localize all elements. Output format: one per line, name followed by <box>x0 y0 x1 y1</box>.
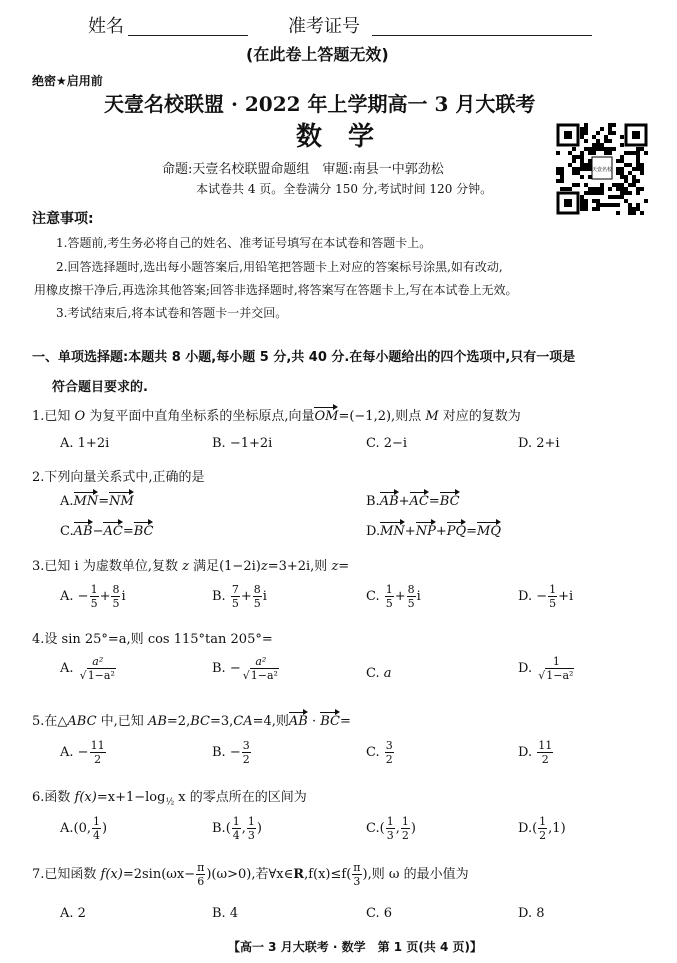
qr-module <box>616 171 620 175</box>
question-3-stem: 3.已知 i 为虚数单位,复数 z 满足(1−2i)z=3+2i,则 z= <box>32 559 350 574</box>
q4-option-d[interactable]: D. $\frac{1}{\text{√1−a²}}$ <box>518 655 574 682</box>
qr-module <box>608 187 612 191</box>
qr-module <box>620 159 624 163</box>
qr-module <box>596 139 600 143</box>
qr-module <box>616 211 620 215</box>
qr-module <box>592 199 596 203</box>
q5-option-b[interactable]: B. − $\frac{3}{2}$ <box>212 739 250 766</box>
q3-option-a[interactable]: A. − $\frac{1}{5}$ + $\frac{8}{5}$ i <box>60 583 126 610</box>
qr-module <box>640 211 644 215</box>
qr-module <box>596 191 600 195</box>
qr-badge: 天壹名校 <box>591 167 613 173</box>
qr-module <box>624 187 628 191</box>
qr-module <box>576 155 580 159</box>
question-4-stem: 4.设 sin 25°=a,则 cos 115°tan 205°= <box>32 632 273 647</box>
q3-option-d[interactable]: D. − $\frac{1}{5}$ +i <box>518 583 574 610</box>
q7-option-d[interactable]: D. 8 <box>518 906 545 921</box>
qr-module <box>580 127 584 131</box>
qr-module <box>628 183 632 187</box>
qr-module <box>628 171 632 175</box>
qr-module <box>620 195 624 199</box>
qr-module <box>620 183 624 187</box>
question-1-stem: 1.已知 O 为复平面中直角坐标系的坐标原点,向量OM=(−1,2),则点 M 对应的复数为 <box>32 405 521 424</box>
q6-option-c[interactable]: C.( $\frac{1}{3}$ , $\frac{1}{2}$ ) <box>366 815 416 842</box>
qr-module <box>596 187 600 191</box>
qr-module <box>584 139 588 143</box>
qr-module <box>588 175 592 179</box>
qr-module <box>596 147 600 151</box>
qr-module <box>572 183 576 187</box>
qr-module <box>636 207 640 211</box>
qr-module <box>640 163 644 167</box>
qr-module <box>600 127 604 131</box>
qr-module <box>600 187 604 191</box>
invalid-notice: (在此卷上答题无效) <box>246 45 389 64</box>
qr-module <box>580 203 584 207</box>
qr-module <box>596 203 600 207</box>
q5-option-a[interactable]: A. − $\frac{11}{2}$ <box>60 739 105 766</box>
q6-option-b[interactable]: B.( $\frac{1}{4}$ , $\frac{1}{3}$ ) <box>212 815 262 842</box>
qr-module <box>568 151 572 155</box>
q7-option-a[interactable]: A. 2 <box>60 906 86 921</box>
qr-module <box>608 131 612 135</box>
section-heading-cont: 符合题目要求的. <box>52 380 148 395</box>
qr-module <box>644 199 648 203</box>
question-7-stem: 7.已知函数 f(x)=2sin(ωx− $\frac{\pi}{6}$ )(ω>0),若∀x∈R,f(x)≤f( $\frac{\pi}{3}$ ),则 ω 的最小值为 <box>32 861 469 888</box>
secret-mark: 绝密★启用前 <box>32 74 103 88</box>
qr-module <box>616 203 620 207</box>
qr-module <box>632 207 636 211</box>
qr-module <box>624 151 628 155</box>
q7-option-c[interactable]: C. 6 <box>366 906 393 921</box>
q2-option-c[interactable]: C.AB−AC=BC <box>60 520 153 539</box>
exam-id-label: 准考证号 <box>288 16 360 37</box>
qr-module <box>628 151 632 155</box>
qr-module <box>628 211 632 215</box>
qr-module <box>580 207 584 211</box>
exam-title: 天壹名校联盟 · 2022 年上学期高一 3 月大联考 <box>104 92 536 116</box>
qr-module <box>604 135 608 139</box>
qr-module <box>600 143 604 147</box>
qr-module <box>624 179 628 183</box>
qr-module <box>616 183 620 187</box>
note-item: 1.答题前,考生务必将自己的姓名、准考证号填写在本试卷和答题卡上。 <box>56 236 432 250</box>
qr-module <box>588 187 592 191</box>
q3-option-b[interactable]: B. $\frac{7}{5}$ + $\frac{8}{5}$ i <box>212 583 267 610</box>
qr-module <box>560 175 564 179</box>
qr-module <box>616 159 620 163</box>
qr-module <box>632 183 636 187</box>
note-item: 用橡皮擦干净后,再选涂其他答案;回答非选择题时,将答案写在答题卡上,写在本试卷上无效。 <box>34 283 518 297</box>
qr-module <box>596 143 600 147</box>
qr-module <box>596 199 600 203</box>
qr-module <box>592 143 596 147</box>
qr-module <box>608 195 612 199</box>
qr-module <box>612 147 616 151</box>
qr-module <box>600 147 604 151</box>
q6-option-a[interactable]: A.(0, $\frac{1}{4}$ ) <box>60 815 108 842</box>
qr-module <box>616 187 620 191</box>
qr-module <box>604 203 608 207</box>
qr-module <box>608 147 612 151</box>
q7-option-b[interactable]: B. 4 <box>212 906 239 921</box>
qr-module <box>580 167 584 171</box>
name-field[interactable] <box>128 35 248 36</box>
qr-module <box>628 163 632 167</box>
qr-module <box>612 195 616 199</box>
page-footer: 【高一 3 月大联考 · 数学 第 1 页(共 4 页)】 <box>228 940 482 954</box>
qr-module <box>588 191 592 195</box>
qr-module <box>568 163 572 167</box>
qr-module <box>620 143 624 147</box>
qr-module <box>628 203 632 207</box>
qr-module <box>644 151 648 155</box>
qr-module <box>636 179 640 183</box>
qr-module <box>592 151 596 155</box>
qr-module <box>628 191 632 195</box>
q6-option-d[interactable]: D.( $\frac{1}{2}$ ,1) <box>518 815 566 842</box>
question-2-stem: 2.下列向量关系式中,正确的是 <box>32 470 205 485</box>
qr-module <box>620 155 624 159</box>
qr-module <box>584 163 588 167</box>
qr-module <box>600 191 604 195</box>
qr-module <box>624 163 628 167</box>
qr-module <box>596 131 600 135</box>
qr-module <box>640 147 644 151</box>
qr-module <box>556 179 560 183</box>
q4-option-b[interactable]: B. − $\frac{\text{a²}}{\text{√1−a²}}$ <box>212 655 278 682</box>
qr-module <box>560 179 564 183</box>
q1-option-d[interactable]: D. 2+i <box>518 436 560 451</box>
qr-module <box>612 123 616 127</box>
qr-module <box>612 183 616 187</box>
qr-module <box>556 167 560 171</box>
qr-module <box>640 167 644 171</box>
qr-module <box>620 191 624 195</box>
q5-option-c[interactable]: C. $\frac{3}{2}$ <box>366 739 393 766</box>
qr-module <box>556 151 560 155</box>
qr-module <box>592 147 596 151</box>
qr-module <box>584 191 588 195</box>
qr-module <box>616 167 620 171</box>
qr-module <box>584 207 588 211</box>
qr-module <box>572 147 576 151</box>
qr-module <box>584 167 588 171</box>
qr-module <box>580 195 584 199</box>
note-item: 3.考试结束后,将本试卷和答题卡一并交回。 <box>56 306 288 320</box>
qr-module <box>592 207 596 211</box>
question-5-stem: 5.在△ABC 中,已知 AB=2,BC=3,CA=4,则AB · BC= <box>32 710 351 729</box>
q4-option-a[interactable]: A. $\frac{\text{a²}}{\text{√1−a²}}$ <box>60 655 115 682</box>
qr-module <box>640 171 644 175</box>
note-item: 2.回答选择题时,选出每小题答案后,用铅笔把答题卡上对应的答案标号涂黑,如有改动, <box>56 260 503 274</box>
qr-module <box>592 187 596 191</box>
qr-module <box>576 167 580 171</box>
qr-module <box>592 135 596 139</box>
exam-info: 本试卷共 4 页。全卷满分 150 分,考试时间 120 分钟。 <box>196 182 493 196</box>
qr-module <box>620 187 624 191</box>
qr-module <box>616 195 620 199</box>
q1-option-b[interactable]: B. −1+2i <box>212 436 273 451</box>
qr-module <box>584 123 588 127</box>
qr-module <box>612 203 616 207</box>
qr-module <box>636 187 640 191</box>
qr-module <box>620 135 624 139</box>
q2-option-b[interactable]: B.AB+AC=BC <box>366 490 460 509</box>
qr-module <box>604 151 608 155</box>
vector-om: OM <box>314 405 338 424</box>
name-label: 姓名 <box>88 16 124 37</box>
qr-module <box>608 203 612 207</box>
qr-module <box>580 135 584 139</box>
qr-module <box>636 163 640 167</box>
q2-option-d[interactable]: D.MN+NP+PQ=MQ <box>366 520 501 539</box>
subject-title: 数 学 <box>296 122 375 152</box>
qr-module <box>576 171 580 175</box>
qr-code <box>556 123 648 215</box>
qr-module <box>612 131 616 135</box>
qr-module <box>568 187 572 191</box>
qr-module <box>580 159 584 163</box>
exam-id-field[interactable] <box>372 35 592 36</box>
qr-module <box>632 211 636 215</box>
qr-module <box>588 151 592 155</box>
qr-module <box>580 155 584 159</box>
qr-module <box>636 203 640 207</box>
question-6-stem: 6.函数 $f(x)=x+1-\log_{\frac{1}{2}}$ x 的零点所在的区间为 <box>32 790 307 808</box>
qr-module <box>608 139 612 143</box>
qr-module <box>592 191 596 195</box>
qr-module <box>580 131 584 135</box>
q5-option-d[interactable]: D. $\frac{11}{2}$ <box>518 739 553 766</box>
qr-module <box>584 199 588 203</box>
qr-module <box>624 199 628 203</box>
qr-module <box>624 191 628 195</box>
qr-module <box>632 175 636 179</box>
qr-module <box>596 207 600 211</box>
qr-module <box>608 151 612 155</box>
qr-module <box>556 171 560 175</box>
qr-module <box>636 167 640 171</box>
qr-module <box>608 127 612 131</box>
qr-module <box>604 147 608 151</box>
qr-module <box>560 187 564 191</box>
qr-module <box>584 147 588 151</box>
qr-module <box>636 151 640 155</box>
qr-module <box>584 131 588 135</box>
qr-module <box>580 163 584 167</box>
qr-module <box>560 171 564 175</box>
qr-module <box>572 159 576 163</box>
qr-module <box>560 167 564 171</box>
qr-module <box>636 155 640 159</box>
qr-module <box>632 179 636 183</box>
qr-module <box>620 167 624 171</box>
qr-module <box>620 175 624 179</box>
qr-module <box>572 167 576 171</box>
qr-module <box>580 175 584 179</box>
qr-module <box>604 139 608 143</box>
qr-module <box>572 155 576 159</box>
qr-module <box>584 203 588 207</box>
qr-module <box>564 187 568 191</box>
qr-module <box>608 123 612 127</box>
qr-module <box>584 127 588 131</box>
qr-module <box>580 151 584 155</box>
qr-module <box>580 199 584 203</box>
qr-module <box>600 183 604 187</box>
qr-module <box>588 159 592 163</box>
qr-module <box>600 203 604 207</box>
qr-module <box>572 171 576 175</box>
qr-module <box>620 171 624 175</box>
qr-module <box>640 187 644 191</box>
q3-option-c[interactable]: C. $\frac{1}{5}$ + $\frac{8}{5}$ i <box>366 583 421 610</box>
qr-module <box>632 167 636 171</box>
qr-module <box>628 207 632 211</box>
q2-option-a[interactable]: A.MN=NM <box>60 490 134 509</box>
qr-module <box>632 151 636 155</box>
q1-option-c[interactable]: C. 2−i <box>366 436 408 451</box>
qr-module <box>624 175 628 179</box>
qr-module <box>636 159 640 163</box>
qr-module <box>636 191 640 195</box>
q1-option-a[interactable]: A. 1+2i <box>60 436 110 451</box>
qr-module <box>588 147 592 151</box>
qr-module <box>576 183 580 187</box>
authors: 命题:天壹名校联盟命题组 审题:南县一中郭劲松 <box>162 162 444 177</box>
qr-module <box>584 183 588 187</box>
notes-heading: 注意事项: <box>32 211 94 227</box>
q4-option-c[interactable]: C. a <box>366 666 392 681</box>
qr-module <box>636 147 640 151</box>
section-heading: 一、单项选择题:本题共 8 小题,每小题 5 分,共 40 分.在每小题给出的四个选项中,只有一项是 <box>32 350 576 365</box>
